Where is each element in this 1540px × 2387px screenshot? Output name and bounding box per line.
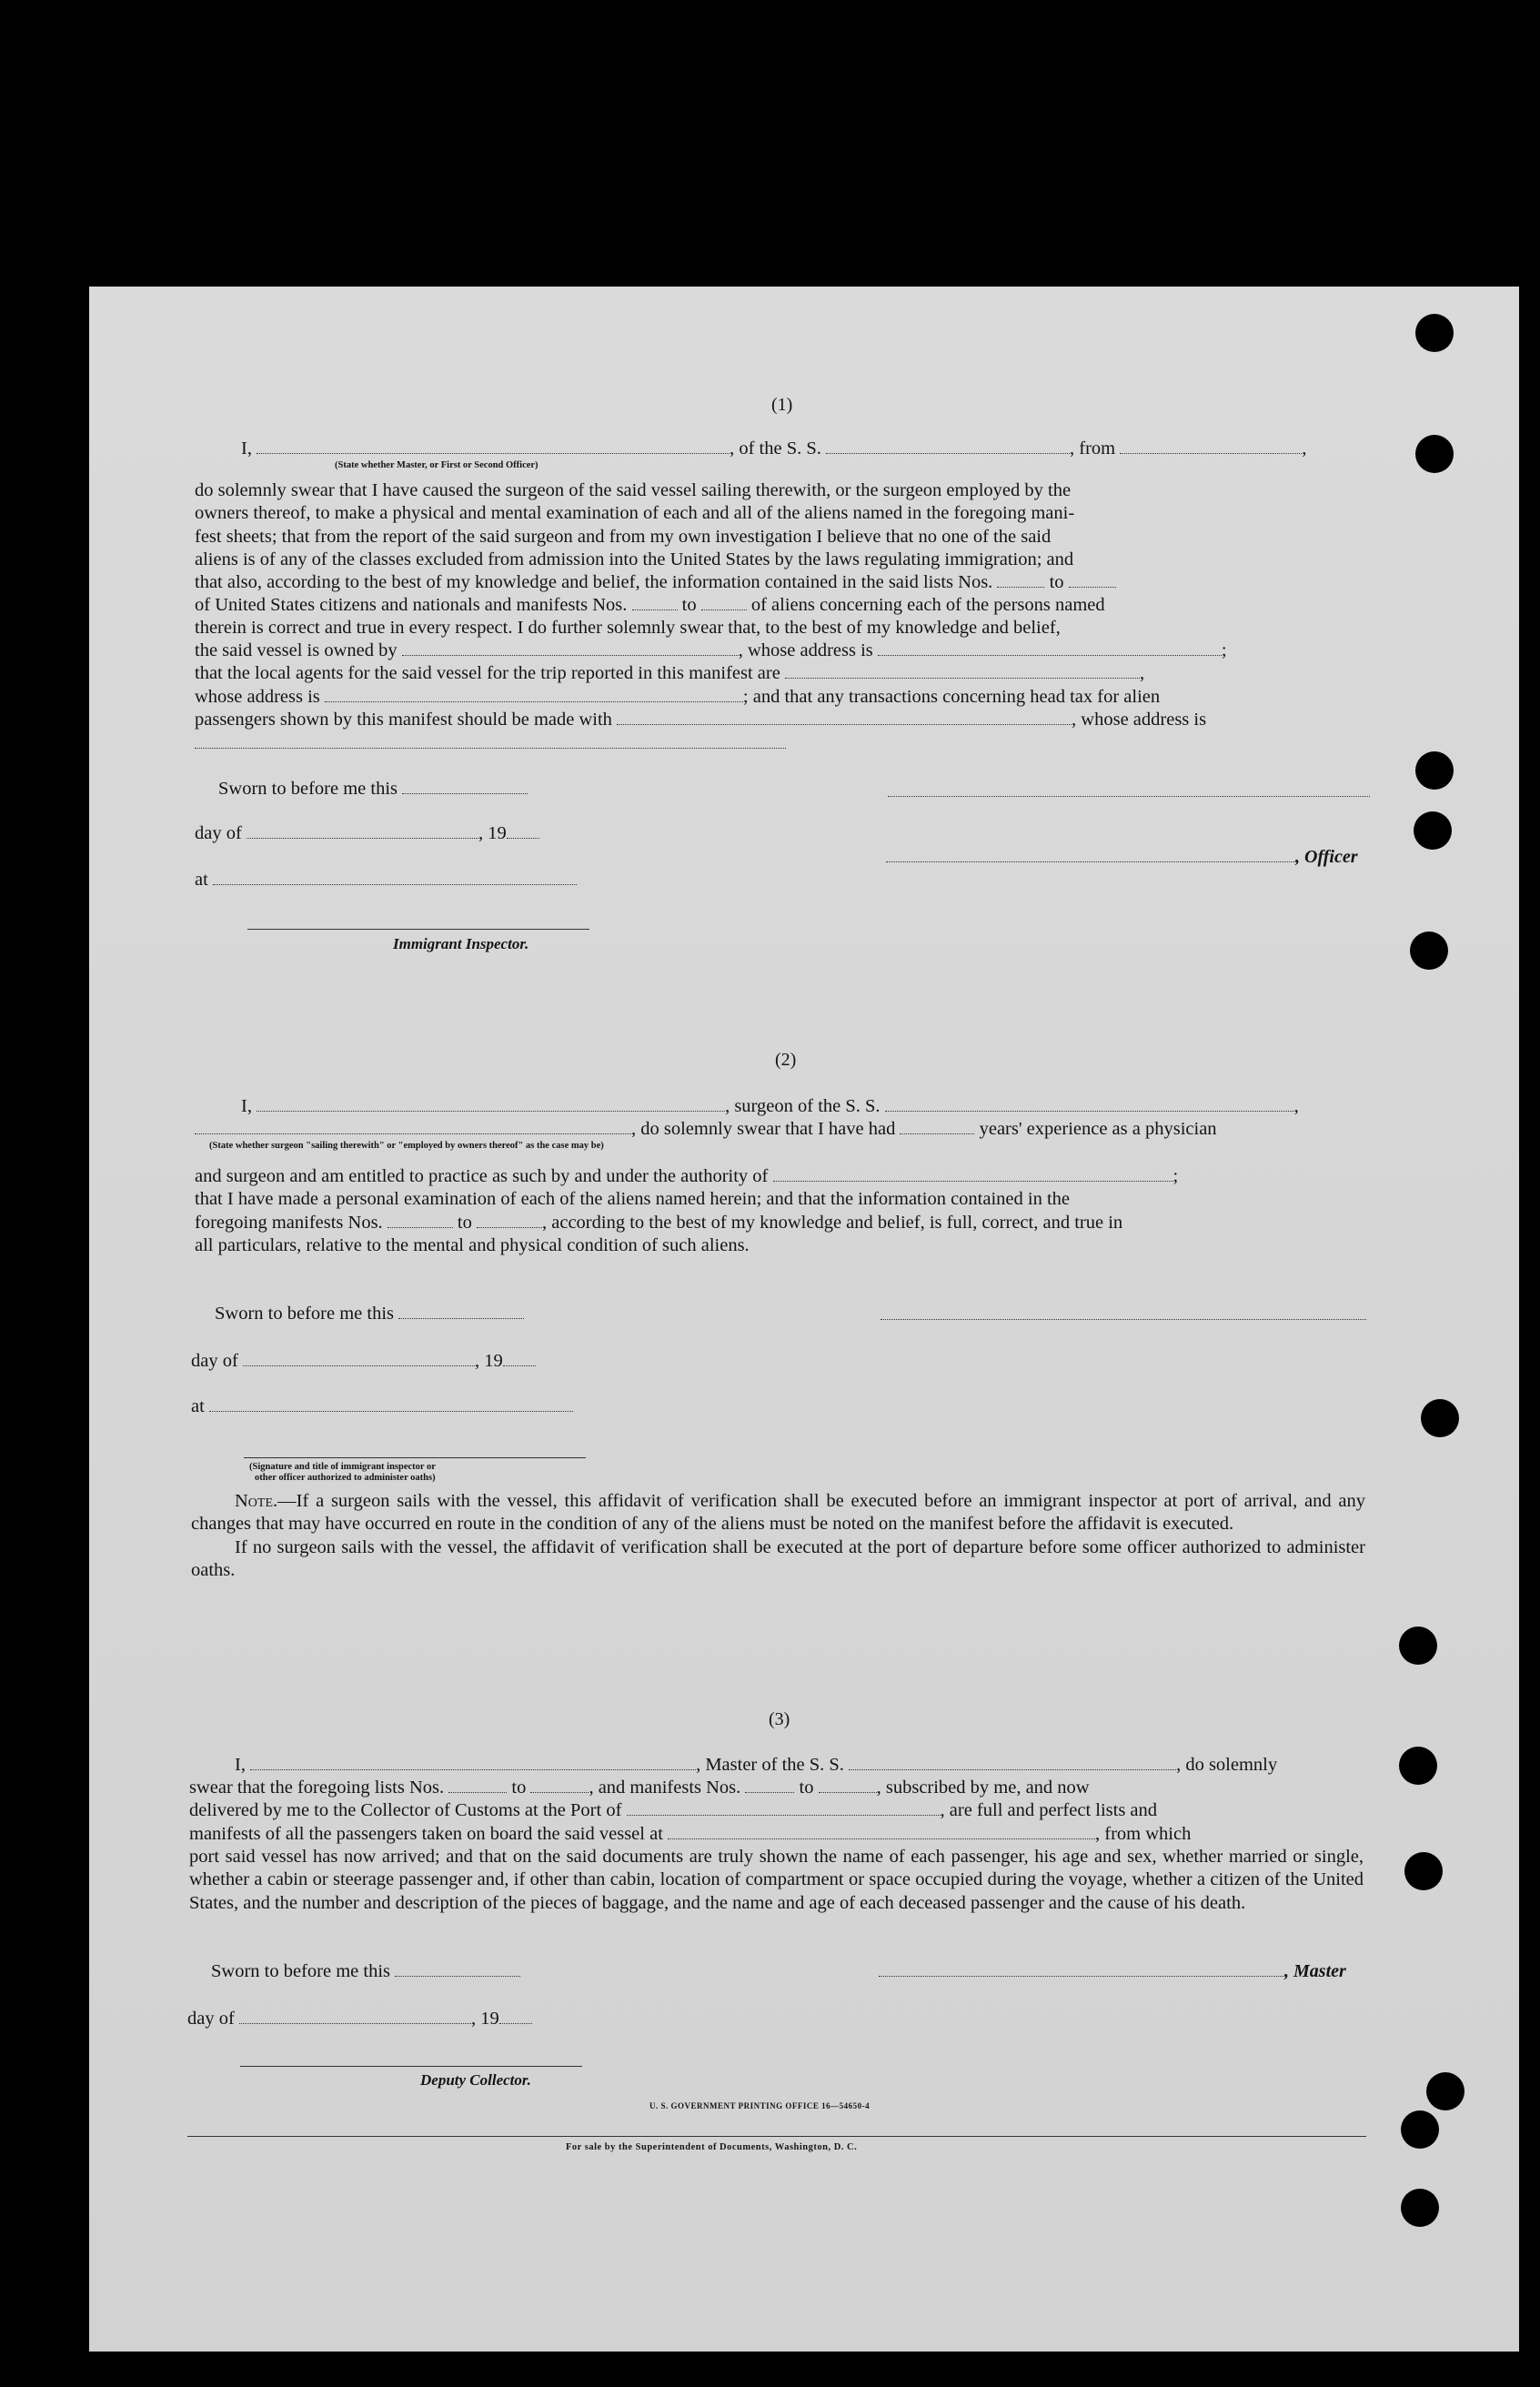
signature-note-2: other officer authorized to administer oaths) xyxy=(255,1473,436,1483)
authority-field[interactable] xyxy=(773,1165,1173,1182)
whose-address-text: whose address is xyxy=(195,687,320,707)
section-2-line-6: all particulars, relative to the mental and physical condition of such aliens. xyxy=(195,1235,750,1255)
day-of-text: day of xyxy=(187,2009,235,2029)
footer-rule xyxy=(187,2136,1366,2137)
years-text: years' experience as a physician xyxy=(979,1119,1217,1139)
section-2-line-2 xyxy=(195,1118,1217,1141)
whose-address-text: , whose address is xyxy=(1072,710,1207,730)
punch-hole xyxy=(1414,811,1452,850)
section-3-line-2 xyxy=(189,1777,1090,1799)
to-label: to xyxy=(799,1778,814,1798)
sworn-day-field[interactable] xyxy=(398,1303,524,1319)
passengers-text: passengers shown by this manifest should be made with xyxy=(195,710,612,730)
punch-hole xyxy=(1415,751,1454,790)
surgeon-vessel-field[interactable] xyxy=(885,1095,1294,1112)
surgeon-name-field[interactable] xyxy=(257,1095,725,1112)
full-lists-text: , are full and perfect lists and xyxy=(940,1800,1158,1820)
from-label: , from xyxy=(1070,438,1116,458)
inspector-signature-field[interactable] xyxy=(244,1457,586,1458)
to-label: to xyxy=(457,1213,472,1233)
address-continuation-field[interactable] xyxy=(195,748,786,749)
note-label: Note. xyxy=(235,1491,278,1511)
sworn-line xyxy=(215,1303,524,1325)
section-2-line-1 xyxy=(241,1095,1299,1118)
i-label: I, xyxy=(235,1755,246,1775)
section-2-line-3 xyxy=(195,1165,1178,1188)
agents-address-field[interactable] xyxy=(325,686,743,702)
master-name-field[interactable] xyxy=(250,1754,696,1770)
master-vessel-field[interactable] xyxy=(849,1754,1176,1770)
from-which-text: , from which xyxy=(1095,1824,1192,1844)
punch-hole xyxy=(1399,1747,1437,1785)
according-text: , according to the best of my knowledge and belief, is full, correct, and true in xyxy=(542,1213,1123,1233)
surgeon-status-note: (State whether surgeon "sailing therewith" or "employed by owners thereof" as the case may be) xyxy=(209,1141,604,1151)
deputy-collector-label: Deputy Collector. xyxy=(420,2071,531,2089)
taken-on-board-text: manifests of all the passengers taken on board the said vessel at xyxy=(189,1824,663,1844)
at-line xyxy=(191,1395,573,1418)
month-field[interactable] xyxy=(239,2008,471,2024)
to-label: to xyxy=(511,1778,527,1798)
section-3-number: (3) xyxy=(769,1709,790,1729)
section-3-body: port said vessel has now arrived; and that on the said documents are truly shown the name of each passenger, his age and sex, whether married or single, whether a cabin or steerage passenger and, if other than cabin, location of compartment or space occupied during the voyage, whether a citizen of the United States, and the number and description of the pieces of baggage, and the name and age of each deceased passenger and the cause of his death. xyxy=(189,1847,1364,1913)
signature-note-1: (Signature and title of immigrant inspector or xyxy=(249,1462,436,1472)
officer-signature-top-field[interactable] xyxy=(888,796,1370,797)
vessel-name-field[interactable] xyxy=(826,438,1070,454)
year-text: , 19 xyxy=(478,823,507,843)
section-3-line-1 xyxy=(235,1754,1277,1777)
port-field[interactable] xyxy=(627,1799,941,1816)
body-line: fest sheets; that from the report of the said surgeon and from my own investigation I believe that no one of the said xyxy=(195,526,1052,547)
section-1-number: (1) xyxy=(771,395,793,415)
local-agents-text: that the local agents for the said vessel for the trip reported in this manifest are xyxy=(195,663,780,683)
section-3-line-4 xyxy=(189,1823,1191,1846)
master-lists-to-field[interactable] xyxy=(530,1777,589,1793)
section-2-line-4: that I have made a personal examination of each of the aliens named herein; and that the information contained in the xyxy=(195,1189,1070,1209)
sworn-text: Sworn to before me this xyxy=(211,1961,390,1981)
punch-hole xyxy=(1410,932,1448,970)
i-label: I, xyxy=(241,438,252,458)
owned-by-text: the said vessel is owned by xyxy=(195,640,398,660)
section-1-line-10 xyxy=(195,686,1160,709)
semicolon: ; xyxy=(1221,640,1227,660)
day-of-text: day of xyxy=(195,823,242,843)
inspector-signature-field[interactable] xyxy=(247,929,589,930)
officer-label: , Officer xyxy=(1295,847,1358,867)
whose-address-text: , whose address is xyxy=(738,640,873,660)
immigrant-inspector-label: Immigrant Inspector. xyxy=(393,935,529,952)
body-line: do solemnly swear that I have caused the surgeon of the said vessel sailing therewith, or the surgeon employed by the xyxy=(195,480,1072,500)
delivered-text: delivered by me to the Collector of Customs at the Port of xyxy=(189,1800,622,1820)
comma: , xyxy=(1139,663,1145,683)
to-label: to xyxy=(1049,572,1064,592)
subscribed-text: , subscribed by me, and now xyxy=(876,1778,1090,1798)
sworn-text: Sworn to before me this xyxy=(215,1304,394,1324)
surgeon-manifests-to-field[interactable] xyxy=(477,1212,542,1228)
year-text: , 19 xyxy=(474,1351,503,1371)
section-1-line-11 xyxy=(195,709,1206,731)
authority-text: and surgeon and am entitled to practice as such by and under the authority of xyxy=(195,1166,769,1186)
note-1 xyxy=(191,1490,1365,1536)
at-text: at xyxy=(191,1396,205,1416)
from-port-field[interactable] xyxy=(1120,438,1302,454)
surgeon-of-text: , surgeon of the S. S. xyxy=(725,1096,881,1116)
day-of-text: day of xyxy=(191,1351,238,1371)
comma: , xyxy=(1293,1096,1299,1116)
punch-hole xyxy=(1415,314,1454,352)
manifests-nos-text: of United States citizens and nationals and manifests Nos. xyxy=(195,595,628,615)
punch-hole xyxy=(1401,2189,1439,2227)
section-2-number: (2) xyxy=(775,1050,797,1070)
of-the-ss-label: , of the S. S. xyxy=(730,438,821,458)
state-officer-note: (State whether Master, or First or Second Officer) xyxy=(335,460,538,470)
section-1-body xyxy=(195,479,1371,571)
at-line xyxy=(195,869,577,891)
owner-address-field[interactable] xyxy=(878,640,1222,656)
note-2: If no surgeon sails with the vessel, the affidavit of verification shall be executed at the port of departure before some officer authorized to administer oaths. xyxy=(191,1536,1365,1580)
officer-signature-field[interactable] xyxy=(886,846,1295,862)
master-lists-from-field[interactable] xyxy=(448,1777,507,1793)
body-line: owners thereof, to make a physical and mental examination of each and all of the aliens named in the foregoing mani- xyxy=(195,503,1075,524)
month-field[interactable] xyxy=(243,1350,475,1366)
note-paragraph xyxy=(191,1490,1365,1582)
section-1-line-8 xyxy=(195,640,1227,662)
lists-nos-text: that also, according to the best of my knowledge and belief, the information contained in the said lists Nos. xyxy=(195,572,993,592)
master-label: , Master xyxy=(1284,1961,1346,1981)
head-tax-text: ; and that any transactions concerning head tax for alien xyxy=(742,687,1161,707)
section-1-line-7: therein is correct and true in every respect. I do further solemnly swear that, to the best of my knowledge and belief, xyxy=(195,618,1061,638)
solemnly-text: , do solemnly xyxy=(1176,1755,1278,1775)
officer-signature-line xyxy=(886,846,1358,869)
manifests-from-field[interactable] xyxy=(632,594,678,610)
sworn-day-field[interactable] xyxy=(395,1960,520,1977)
section-2-line-5 xyxy=(195,1212,1122,1234)
officer-name-field[interactable] xyxy=(257,438,730,454)
year-field[interactable] xyxy=(499,2008,532,2024)
master-manifests-from-field[interactable] xyxy=(745,1777,794,1793)
head-tax-contact-field[interactable] xyxy=(617,709,1072,725)
day-of-line xyxy=(195,822,539,845)
lists-from-field[interactable] xyxy=(997,571,1044,588)
master-signature-field[interactable] xyxy=(879,1960,1284,1977)
sale-imprint: For sale by the Superintendent of Documents, Washington, D. C. xyxy=(566,2142,858,2152)
sworn-line xyxy=(218,778,528,801)
punch-hole xyxy=(1404,1852,1443,1890)
manifests-nos-text: , and manifests Nos. xyxy=(589,1778,741,1798)
master-manifests-to-field[interactable] xyxy=(819,1777,877,1793)
section-1-line-5 xyxy=(195,571,1116,594)
body-line: aliens is of any of the classes excluded from admission into the United States by the laws regulating immigration; and xyxy=(195,549,1074,569)
sworn-line xyxy=(211,1960,520,1983)
lists-to-field[interactable] xyxy=(1069,571,1116,588)
note-1-text: —If a surgeon sails with the vessel, this affidavit of verification shall be executed before an immigrant inspector at port of arrival, and any changes that may have occurred en route in the condition of any of the aliens must be noted on the manifest before the affidavit is executed. xyxy=(191,1491,1365,1535)
aliens-text: of aliens concerning each of the persons named xyxy=(750,595,1105,615)
section-1-line-6 xyxy=(195,594,1105,617)
master-signature-line xyxy=(879,1960,1346,1983)
boarding-port-field[interactable] xyxy=(668,1823,1095,1839)
section-1-line-9 xyxy=(195,662,1144,685)
year-field[interactable] xyxy=(503,1350,536,1366)
section-1-line-1 xyxy=(241,438,1306,460)
master-of-text: , Master of the S. S. xyxy=(696,1755,844,1775)
manifests-to-field[interactable] xyxy=(701,594,747,610)
month-field[interactable] xyxy=(247,822,478,839)
section-3-line-3 xyxy=(189,1799,1157,1822)
i-label: I, xyxy=(241,1096,252,1116)
at-text: at xyxy=(195,870,208,890)
semicolon: ; xyxy=(1173,1166,1179,1186)
comma: , xyxy=(1302,438,1307,458)
to-label: to xyxy=(681,595,697,615)
surgeon-status-field[interactable] xyxy=(195,1118,631,1134)
year-text: , 19 xyxy=(470,2009,499,2029)
day-of-line xyxy=(187,2008,532,2030)
punch-hole xyxy=(1399,1627,1437,1665)
manifests-nos-text: foregoing manifests Nos. xyxy=(195,1213,383,1233)
at-place-field[interactable] xyxy=(209,1395,573,1412)
punch-hole xyxy=(1421,1399,1459,1437)
day-of-line xyxy=(191,1350,536,1373)
owner-field[interactable] xyxy=(402,640,739,656)
at-place-field[interactable] xyxy=(213,869,577,885)
gpo-imprint: U. S. GOVERNMENT PRINTING OFFICE 16—54650-4 xyxy=(649,2101,871,2110)
years-field[interactable] xyxy=(900,1118,974,1134)
sworn-day-field[interactable] xyxy=(402,778,528,794)
local-agents-field[interactable] xyxy=(785,662,1140,679)
collector-signature-field[interactable] xyxy=(240,2066,582,2067)
surgeon-signature-field[interactable] xyxy=(881,1319,1366,1320)
surgeon-manifests-from-field[interactable] xyxy=(388,1212,453,1228)
punch-hole xyxy=(1426,2072,1465,2110)
punch-hole xyxy=(1415,435,1454,473)
punch-hole xyxy=(1401,2110,1439,2149)
lists-nos-text: swear that the foregoing lists Nos. xyxy=(189,1778,445,1798)
swear-text: , do solemnly swear that I have had xyxy=(631,1119,896,1139)
year-field[interactable] xyxy=(507,822,539,839)
sworn-text: Sworn to before me this xyxy=(218,779,398,799)
